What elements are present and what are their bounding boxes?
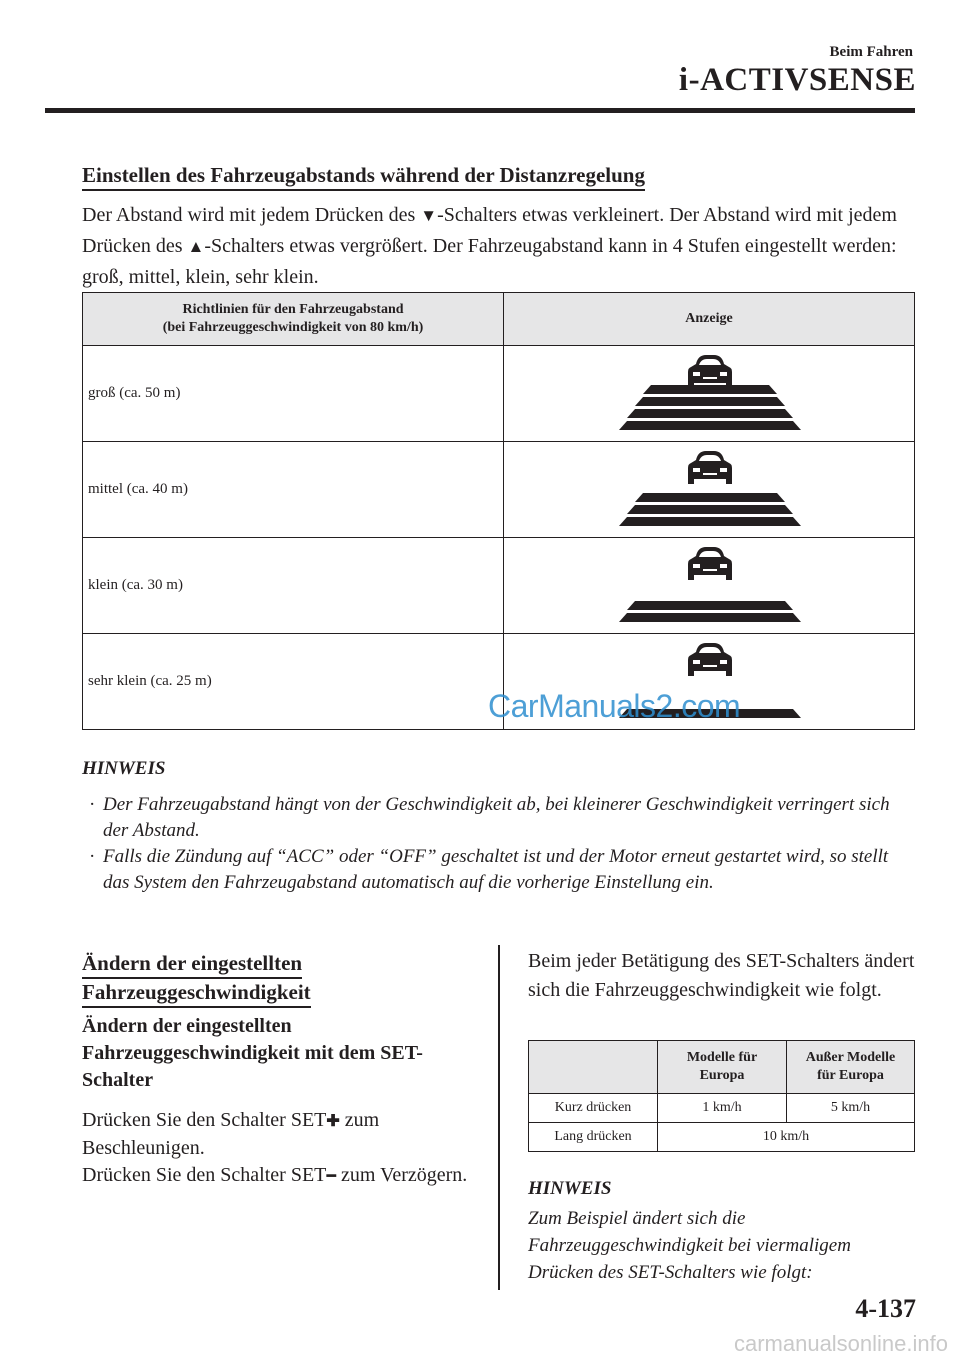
list-item: [86, 844, 916, 896]
para-text-b: -Schalters etwas verkleinert. Der Abstand wird mit jedem Drücken des: [82, 204, 897, 257]
table-row: [529, 1123, 915, 1152]
instruction-decelerate-suffix: zum Verzögern.: [336, 1164, 468, 1186]
distance-label: sehr klein (ca. 25 m): [83, 634, 504, 730]
header-europe-line1: Modelle für: [686, 1050, 758, 1065]
section2-heading-line1: Ändern der eingestellten: [82, 950, 302, 979]
watermark-logo: CarManuals2.com: [488, 688, 741, 724]
row-label: Lang drücken: [529, 1123, 658, 1152]
instruction-accelerate-text: Drücken Sie den Schalter SET: [82, 1109, 327, 1131]
distance-indicator-graphic: [504, 346, 918, 441]
plus-icon: ✚: [326, 1113, 340, 1130]
speed-change-intro: Beim jeder Betätigung des SET-Schalters ändert sich die Fahrzeuggeschwindigkeit wie folgt.: [528, 950, 915, 1001]
section2-heading-line2: Fahrzeuggeschwindigkeit: [82, 979, 311, 1008]
header-display: Anzeige: [504, 293, 915, 346]
distance-bar: [627, 601, 793, 610]
row-value: 1 km/h: [658, 1094, 787, 1123]
instruction-accelerate-suffix: zum Beschleunigen.: [82, 1109, 380, 1159]
para-text-a: Der Abstand wird mit jedem Drücken des: [82, 204, 421, 226]
distance-indicator: [504, 442, 914, 537]
distance-bar: [619, 421, 801, 430]
distance-indicator: [504, 538, 914, 633]
distance-table-header: [83, 293, 915, 346]
bullet-icon: ·: [89, 794, 96, 815]
section2-instructions: [82, 1107, 472, 1190]
column-divider: [498, 945, 500, 1290]
note-item-text: Der Fahrzeugabstand hängt von der Geschwindigkeit ab, bei kleinerer Geschwindigkeit verringert sich der Abstand.: [103, 794, 890, 841]
section1-heading: Einstellen des Fahrzeugabstands während der Distanzregelung: [82, 163, 645, 191]
distance-bar: [643, 385, 777, 394]
car-icon: [688, 451, 732, 484]
row-value: 10 km/h: [658, 1123, 915, 1152]
distance-bar: [619, 517, 801, 526]
row-label: Kurz drücken: [529, 1094, 658, 1123]
speed-table-header: [529, 1041, 915, 1094]
distance-indicator: [504, 346, 914, 441]
header-non-europe-line1: Außer Modelle: [805, 1050, 896, 1065]
header-section-label: Beim Fahren: [829, 44, 913, 60]
car-icon: [688, 643, 732, 676]
header-empty: [529, 1041, 658, 1094]
footer-watermark: carmanualsonline.info: [733, 1331, 948, 1356]
note-title: HINWEIS: [528, 1178, 612, 1199]
note-item-text: Falls die Zündung auf “ACC” oder “OFF” geschaltet ist und der Motor erneut gestartet wird, so stellt das System den Fahrzeugabstand automatisch auf die vorherige Einstellung ein.: [103, 846, 889, 893]
section1-paragraph: [82, 200, 918, 292]
row-value: 5 km/h: [787, 1094, 915, 1123]
table-row: [529, 1094, 915, 1123]
header-rule: [45, 108, 915, 113]
distance-bar: [635, 493, 785, 502]
header-europe-line2: Europa: [699, 1068, 745, 1083]
header-europe: [658, 1041, 787, 1094]
header-guideline: [83, 293, 504, 346]
distance-indicator-graphic: [504, 538, 918, 633]
header-guideline-line2: (bei Fahrzeuggeschwindigkeit von 80 km/h): [162, 320, 424, 335]
distance-table: [82, 292, 915, 730]
table-row: [83, 442, 915, 538]
header-non-europe-line2: für Europa: [817, 1068, 884, 1083]
table-row: [83, 346, 915, 442]
distance-bar: [619, 613, 801, 622]
note-title: HINWEIS: [82, 758, 166, 779]
minus-icon: ━: [326, 1168, 337, 1185]
distance-bar: [627, 409, 793, 418]
list-item: [86, 792, 916, 844]
distance-label: mittel (ca. 40 m): [83, 442, 504, 538]
speed-table: [528, 1040, 915, 1152]
header-guideline-line1: Richtlinien für den Fahrzeugabstand: [182, 302, 404, 317]
section2-subheading: Ändern der eingestellten Fahrzeuggeschwindigkeit mit dem SET-Schalter: [82, 1015, 423, 1091]
note-list: [86, 792, 916, 896]
para-text-c: -Schalters etwas vergrößert. Der Fahrzeugabstand kann in 4 Stufen eingestellt werden: groß, mittel, klein, sehr klein.: [82, 235, 897, 288]
table-row: [83, 538, 915, 634]
down-triangle-icon: ▼: [420, 206, 438, 225]
car-icon: [688, 355, 732, 388]
header-non-europe: [787, 1041, 915, 1094]
instruction-decelerate-text: Drücken Sie den Schalter SET: [82, 1164, 327, 1186]
distance-indicator-graphic: [504, 442, 918, 537]
section2-heading: [82, 950, 311, 1008]
up-triangle-icon: ▲: [187, 237, 205, 256]
header-chapter-title: i-ACTIVSENSE: [678, 62, 916, 98]
distance-label: groß (ca. 50 m): [83, 346, 504, 442]
bullet-icon: ·: [89, 846, 96, 867]
distance-bar: [635, 397, 785, 406]
page-number: 4-137: [855, 1294, 916, 1323]
car-icon: [688, 547, 732, 580]
distance-bar: [627, 505, 793, 514]
distance-label: klein (ca. 30 m): [83, 538, 504, 634]
note-text: Zum Beispiel ändert sich die Fahrzeuggeschwindigkeit bei viermaligem Drücken des SET-Schalters wie folgt:: [528, 1208, 851, 1283]
